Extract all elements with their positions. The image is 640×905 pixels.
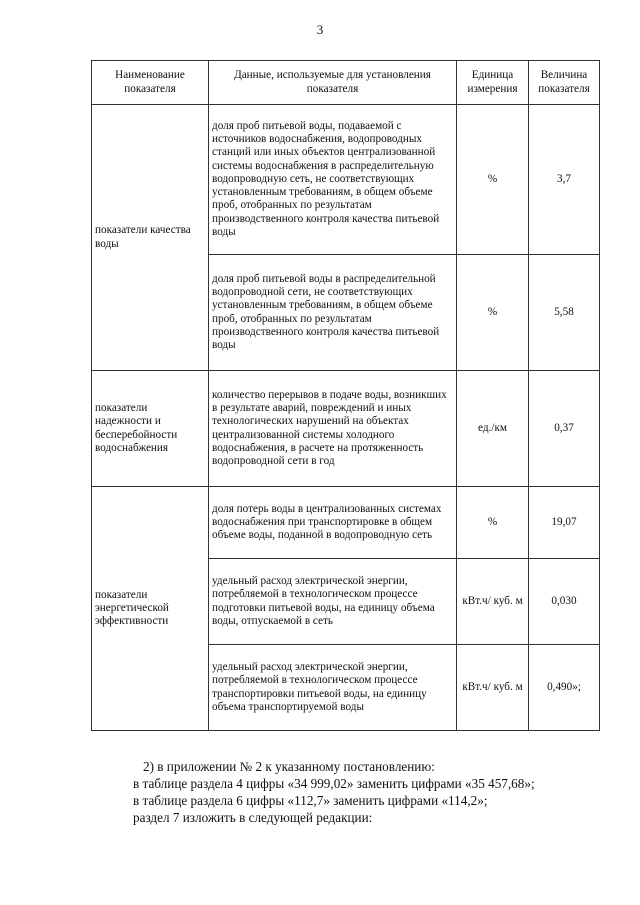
table-row <box>92 371 600 487</box>
table-header-row <box>92 61 600 105</box>
indicator-unit: % <box>457 255 529 371</box>
indicator-data: доля потерь воды в централизованных системах водоснабжения при транспортировке в общем объеме воды, поданной в водопроводную сеть <box>209 487 457 559</box>
indicator-group-name: показатели качества воды <box>92 105 209 371</box>
header-value: Величина показателя <box>529 61 600 105</box>
indicator-value: 3,7 <box>529 105 600 255</box>
indicator-unit: % <box>457 487 529 559</box>
indicator-unit: кВт.ч/ куб. м <box>457 645 529 731</box>
indicators-table <box>91 60 600 731</box>
amendment-paragraph-line: в таблице раздела 4 цифры «34 999,02» заменить цифрами «35 457,68»; <box>133 776 535 791</box>
table-row <box>92 487 600 559</box>
header-source-data: Данные, используемые для установления показателя <box>209 61 457 105</box>
indicator-value: 19,07 <box>529 487 600 559</box>
indicator-unit: ед./км <box>457 371 529 487</box>
header-unit: Единица измерения <box>457 61 529 105</box>
indicator-data: доля проб питьевой воды, подаваемой с источников водоснабжения, водопроводных станций или иных объектов централизованной системы водоснабжения в распределительную водопроводную сеть, не соответствующих установленным требованиям, в общем объеме проб, отобранных по результатам производственного контроля качества питьевой воды <box>209 105 457 255</box>
amendment-paragraph-item: 2) в приложении № 2 к указанному постановлению: <box>143 759 435 774</box>
amendment-paragraph-line: раздел 7 изложить в следующей редакции: <box>133 810 373 825</box>
indicator-data: количество перерывов в подаче воды, возникших в результате аварий, повреждений и иных технологических нарушений на объектах централизованной системы холодного водоснабжения, в расчете на протяженность водопроводной сети в год <box>209 371 457 487</box>
indicator-group-name: показатели энергетической эффективности <box>92 487 209 731</box>
indicator-value: 0,030 <box>529 559 600 645</box>
indicator-unit: кВт.ч/ куб. м <box>457 559 529 645</box>
header-indicator-name: Наименование показателя <box>92 61 209 105</box>
indicator-value: 5,58 <box>529 255 600 371</box>
indicator-group-name: показатели надежности и бесперебойности водоснабжения <box>92 371 209 487</box>
indicator-value: 0,490»; <box>529 645 600 731</box>
table-row <box>92 105 600 255</box>
page-number: 3 <box>316 22 324 37</box>
indicator-data: доля проб питьевой воды в распределительной водопроводной сети, не соответствующих установленным требованиям, в общем объеме проб, отобранных по результатам производственного контроля качества питьевой воды <box>209 255 457 371</box>
indicator-data: удельный расход электрической энергии, потребляемой в технологическом процессе транспортировки питьевой воды, на единицу объема транспортируемой воды <box>209 645 457 731</box>
indicator-unit: % <box>457 105 529 255</box>
amendment-paragraph-line: в таблице раздела 6 цифры «112,7» заменить цифрами «114,2»; <box>133 793 488 808</box>
indicator-value: 0,37 <box>529 371 600 487</box>
indicator-data: удельный расход электрической энергии, потребляемой в технологическом процессе подготовки питьевой воды, на единицу объема воды, отпускаемой в сеть <box>209 559 457 645</box>
